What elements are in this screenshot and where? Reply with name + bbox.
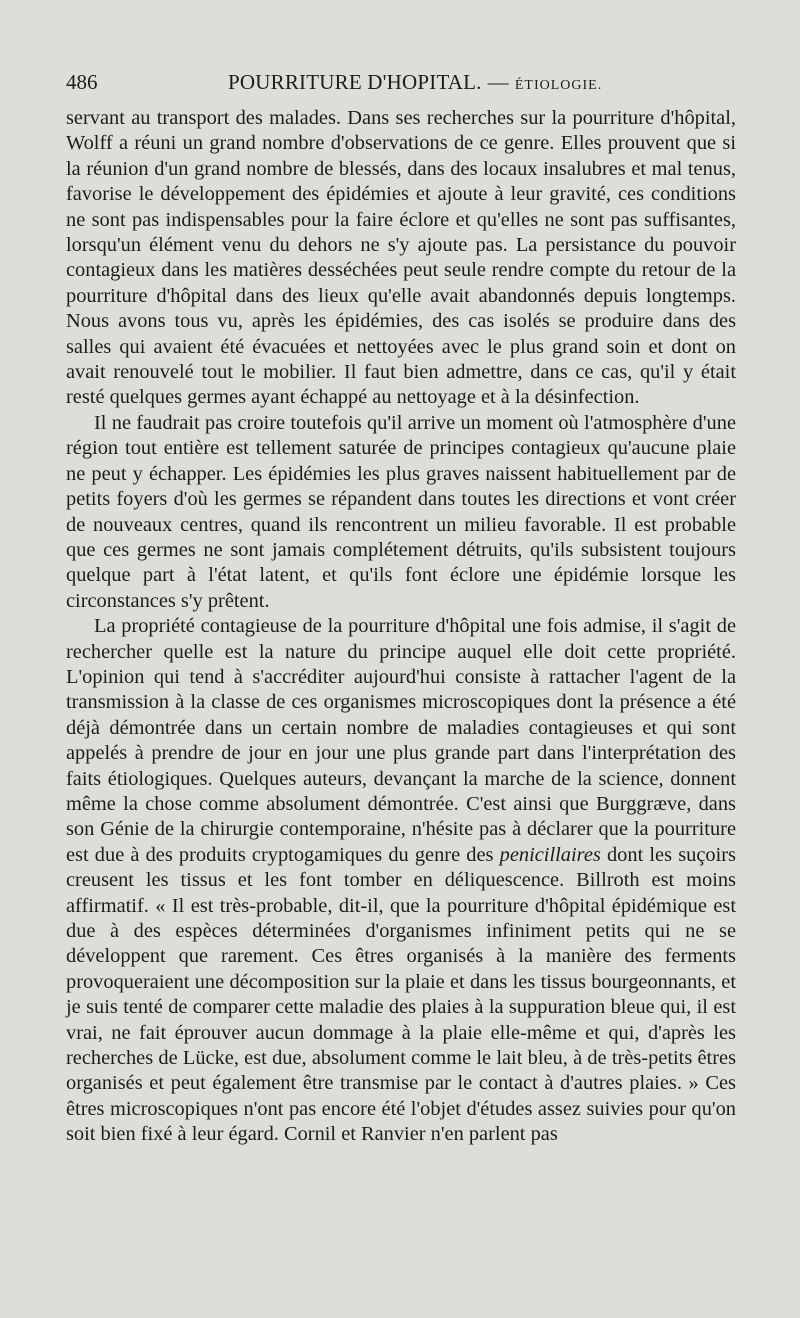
running-section: ÉTIOLOGIE. [514,78,603,93]
italic-term: penicillaires [499,843,601,866]
body-text [66,106,736,1148]
running-title: POURRITURE D'HOPITAL. [228,70,482,94]
paragraph-1: servant au transport des malades. Dans ses recherches sur la pourriture d'hôpital, Wolff a réuni un grand nombre d'observations de ce genre. Elles prouvent que si la réunion d'un grand nombre de blessés, dans des locaux insalubres et mal tenus, favorise le développement des épidémies et ajoute à leur gravité, ces conditions ne sont pas indispensables pour la faire éclore et qu'elles ne sont pas suffisantes, lorsqu'un élément venu du dehors ne s'y ajoute pas. La persistance du pouvoir contagieux dans les matières desséchées peut seule rendre compte du retour de la pourriture d'hôpital dans des lieux qu'elle avait abandonnés depuis longtemps. Nous avons tous vu, après les épidémies, des cas isolés se produire dans des salles qui avaient été évacuées et nettoyées avec le plus grand soin et dont on avait renouvelé tout le mobilier. Il faut bien admettre, dans ce cas, qu'il y était resté quelques germes ayant échappé au nettoyage et à la désinfection. [66,107,736,409]
running-dash: — [487,70,509,94]
running-title-group [228,70,602,95]
paragraph-2: Il ne faudrait pas croire toutefois qu'il arrive un moment où l'atmosphère d'une région tout entière est tellement saturée de principes contagieux qu'aucune plaie ne peut y échapper. Les épidémies les plus graves naissent habituellement par de petits foyers d'où les germes se répandent dans toutes les directions et vont créer de nouveaux centres, quand ils rencontrent un milieu favorable. Il est probable que ces germes ne sont jamais complétement détruits, qu'ils subsistent toujours quelque part à l'état latent, et qu'ils font éclore une épidémie lorsque les circonstances s'y prêtent. [66,411,736,612]
running-header [66,70,734,100]
page-number: 486 [66,70,98,94]
paragraph-3-part-1: La propriété contagieuse de la pourriture d'hôpital une fois admise, il s'agit de rechercher quelle est la nature du principe auquel elle doit cette propriété. L'opinion qui tend à s'accréditer aujourd'hui consiste à rattacher l'agent de la transmission à la classe de ces organismes microscopiques dont la présence a été déjà démontrée dans un certain nombre de maladies contagieuses et qui sont appelés à prendre de jour en jour une plus grande part dans l'interprétation des faits étiologiques. Quelques auteurs, devançant la marche de la science, donnent même la chose comme absolument démontrée. C'est ainsi que Burggræve, dans son Génie de la chirurgie contemporaine, n'hésite pas à déclarer que la pourriture est due à des produits cryptogamiques du genre des [66,615,736,866]
paragraph-3 [66,614,736,1148]
paragraph-3-part-2: dont les suçoirs creusent les tissus et les font tomber en déliquescence. Billroth est moins affirmatif. « Il est très-probable, dit-il, que la pourriture d'hôpital épidémique est due à des espèces déterminées d'organismes infiniment petits qui ne se développent que rarement. Ces êtres organisés à la manière des ferments provoqueraient une décomposition sur la plaie et dans les tissus bourgeonnants, et je suis tenté de comparer cette maladie des plaies à la suppuration bleue qui, il est vrai, ne fait éprouver aucun dommage à la plaie elle-même et qui, d'après les recherches de Lücke, est due, absolument comme le lait bleu, à de très-petits êtres organisés et peut également être transmise par le contact à d'autres plaies. » Ces êtres microscopiques n'ont pas encore été l'objet d'études assez suivies pour qu'on soit bien fixé à leur égard. Cornil et Ranvier n'en parlent pas [66,843,736,1146]
